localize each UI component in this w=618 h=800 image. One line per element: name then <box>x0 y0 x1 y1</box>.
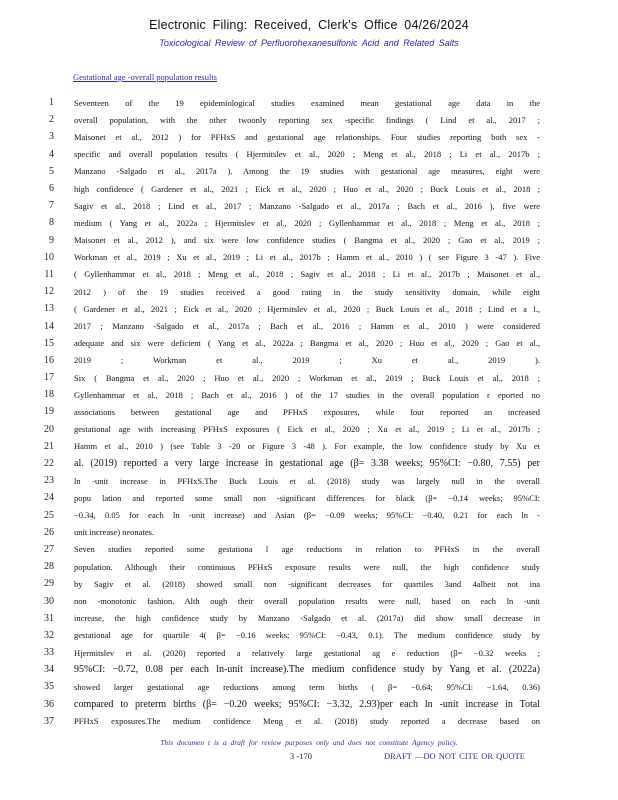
line-number: 31 <box>44 612 54 624</box>
text-line <box>0 128 618 145</box>
text-line <box>0 300 618 317</box>
line-text: high confidence ( Gardener et al., 2021 ; Eick et al., 2020 ; Huo et al., 2020 ; Buck Louis et al., 2018 ; <box>74 183 540 194</box>
line-number: 8 <box>49 217 54 229</box>
line-number: 25 <box>44 509 54 521</box>
text-line <box>0 696 618 713</box>
line-text: specific and overall population results ( Hjermitslev et al., 2020 ; Meng et al., 2018 ; Li et al., 2017b ; <box>74 149 540 160</box>
line-text: popu lation and reported some small non -significant differences for black (β= −0.14 weeks; 95%CI: <box>74 492 540 503</box>
text-line <box>0 678 618 695</box>
draft-notice: DRAFT —DO NOT CITE OR QUOTE <box>384 751 525 761</box>
text-line <box>0 455 618 472</box>
line-text: gestational age with increasing PFHxS exposures ( Eick et al., 2020 ; Xu et al., 2019 ; Li et al., 2017b ; <box>74 424 540 435</box>
line-number: 2 <box>49 114 54 126</box>
line-number: 32 <box>44 629 54 641</box>
line-number: 33 <box>44 647 54 659</box>
text-line <box>0 214 618 231</box>
line-text: PFHxS exposures.The medium confidence Meng et al. (2018) study reported a decrease based on <box>74 716 540 727</box>
line-number: 10 <box>44 251 54 263</box>
line-number: 4 <box>49 148 54 160</box>
text-line <box>0 558 618 575</box>
text-line <box>0 386 618 403</box>
line-number: 18 <box>44 389 54 401</box>
text-line <box>0 472 618 489</box>
line-text: adequate and six were deficient ( Yang et al., 2022a ; Bangma et al., 2020 ; Huo et al., 2020 ; Gao et al., <box>74 338 540 349</box>
line-text: Gyllenhammar et al., 2018 ; Bach et al., 2016 ) of the 17 studies in the overall population r eported no <box>74 389 540 400</box>
line-text: non -monotonic fashion. Alth ough their overall population results were null, based on each ln -unit <box>74 596 540 607</box>
line-text: ( Gyllenhammar et al., 2018 ; Meng et al., 2018 ; Sagiv et al., 2018 ; Li et al., 2017b ; Maisonet et al., <box>74 269 540 280</box>
text-line <box>0 541 618 558</box>
text-line <box>0 335 618 352</box>
line-number: 29 <box>44 578 54 590</box>
text-line <box>0 111 618 128</box>
line-text: 2019 ; Workman et al., 2019 ; Xu et al., 2019 ). <box>74 355 540 366</box>
text-line <box>0 180 618 197</box>
text-line <box>0 283 618 300</box>
line-text: 95%CI: −0.72, 0.08 per each ln-unit increase).The medium confidence study by Yang et al. (2022a) <box>74 664 540 676</box>
text-line <box>0 713 618 730</box>
line-text: associations between gestational age and PFHxS exposures, while four reported an increased <box>74 406 540 417</box>
line-number: 13 <box>44 303 54 315</box>
line-number: 21 <box>44 440 54 452</box>
line-number: 37 <box>44 715 54 727</box>
text-line <box>0 352 618 369</box>
text-line <box>0 438 618 455</box>
text-line <box>0 592 618 609</box>
line-text: increase, the high confidence study by Manzano -Salgado et al. (2017a) did show small decrease in <box>74 613 540 624</box>
line-text: Sagiv et al., 2018 ; Lind et al., 2017 ; Manzano -Salgado et al., 2017a ; Bach et al., 2016 ), five were <box>74 200 540 211</box>
line-text: Six ( Bangma et al., 2020 ; Huo et al., 2020 ; Workman et al., 2019 ; Buck Louis et al., 2018 ; <box>74 372 540 383</box>
line-text: unit increase) neonates. <box>74 527 155 538</box>
line-number: 17 <box>44 372 54 384</box>
text-line <box>0 94 618 111</box>
line-number: 11 <box>44 268 54 280</box>
numbered-text-body <box>0 94 618 730</box>
text-line <box>0 489 618 506</box>
line-number: 23 <box>44 475 54 487</box>
text-line <box>0 266 618 283</box>
text-line <box>0 146 618 163</box>
text-line <box>0 421 618 438</box>
line-text: ( Gardener et al., 2021 ; Eick et al., 2020 ; Hjermitslev et al., 2020 ; Buck Louis et al., 2018 ; Lind et a l., <box>74 303 540 314</box>
line-text: Manzano -Salgado et al., 2017a ). Among the 19 studies with gestational age measures, eight were <box>74 166 540 177</box>
line-number: 36 <box>44 698 54 710</box>
line-text: compared to preterm births (β= −0.20 weeks; 95%CI: −3.32, 2.93)per each ln -unit increase in Total <box>74 698 540 710</box>
document-title: Toxicological Review of Perfluorohexanesulfonic Acid and Related Salts <box>159 38 459 48</box>
line-number: 27 <box>44 543 54 555</box>
page-number: 3 -170 <box>290 751 312 761</box>
text-line <box>0 317 618 334</box>
line-number: 15 <box>44 337 54 349</box>
text-line <box>0 163 618 180</box>
line-text: Hamm et al., 2010 ) (see Table 3 -20 or Figure 3 -48 ). For example, the low confidence study by Xu et <box>74 441 540 452</box>
line-text: 2012 ) of the 19 studies received a good rating in the study sensitivity domain, while eight <box>74 286 540 297</box>
line-text: Maisonet et al., 2012 ) for PFHxS and gestational age relationships. Four studies reporting both sex - <box>74 131 540 142</box>
section-heading: Gestational age -overall population results <box>73 72 217 82</box>
line-number: 5 <box>49 165 54 177</box>
text-line <box>0 369 618 386</box>
line-number: 12 <box>44 286 54 298</box>
line-number: 35 <box>44 681 54 693</box>
text-line <box>0 249 618 266</box>
text-line <box>0 610 618 627</box>
line-text: overall population, with the other twoonly reporting sex -specific findings ( Lind et al., 2017 ; <box>74 114 540 125</box>
text-line <box>0 507 618 524</box>
line-number: 14 <box>44 320 54 332</box>
text-line <box>0 644 618 661</box>
line-text: gestational age for quartile 4( β= −0.16 weeks; 95%CI: −0.43, 0.1). The medium confidence study by <box>74 630 540 641</box>
line-text: ln -unit increase in PFHxS.The Buck Louis et al. (2018) study was largely null in the overall <box>74 475 540 486</box>
line-text: Seven studies reported some gestationa l age reductions in relation to PFHxS in the overall <box>74 544 540 555</box>
text-line <box>0 627 618 644</box>
line-text: by Sagiv et al. (2018) showed small non -significant decreases for quartiles 3and 4albeit not ina <box>74 578 540 589</box>
line-number: 1 <box>49 97 54 109</box>
text-line <box>0 232 618 249</box>
line-number: 34 <box>44 664 54 676</box>
draft-disclaimer: This documen t is a draft for review purposes only and does not constitute Agency policy. <box>160 738 458 747</box>
line-text: Hjermitslev et al. (2020) reported a relatively large gestational ag e reduction (β= −0.32 weeks ; <box>74 647 540 658</box>
text-line <box>0 403 618 420</box>
line-number: 28 <box>44 561 54 573</box>
text-line <box>0 524 618 541</box>
line-number: 30 <box>44 595 54 607</box>
line-text: al. (2019) reported a very large increase in gestational age (β= 3.38 weeks; 95%CI: −0.80, 7.55) per <box>74 458 540 470</box>
line-number: 26 <box>44 526 54 538</box>
line-number: 22 <box>44 458 54 470</box>
line-number: 24 <box>44 492 54 504</box>
line-text: Workman et al., 2019 ; Xu et al., 2019 ; Li et al., 2017b ; Hamm et al., 2010 ) ( see Figure 3 -47 ). Five <box>74 252 540 263</box>
line-number: 19 <box>44 406 54 418</box>
line-number: 7 <box>49 200 54 212</box>
line-number: 16 <box>44 354 54 366</box>
line-text: Maisonet et al., 2012 ), and six were low confidence studies ( Bangma et al., 2020 ; Gao et al., 2019 ; <box>74 235 540 246</box>
line-number: 3 <box>49 131 54 143</box>
line-number: 6 <box>49 183 54 195</box>
line-text: −0.34, 0.05 for each ln -unit increase) and Asian (β= −0.09 weeks; 95%CI: −0.40, 0.21 for each ln - <box>74 510 540 521</box>
text-line <box>0 661 618 678</box>
line-text: Seventeen of the 19 epidemiological studies examined mean gestational age data in the <box>74 97 540 108</box>
line-number: 9 <box>49 234 54 246</box>
text-line <box>0 575 618 592</box>
line-number: 20 <box>44 423 54 435</box>
text-line <box>0 197 618 214</box>
line-text: showed larger gestational age reductions among term births ( β= −0.64; 95%CI: −1.64, 0.36) <box>74 681 540 692</box>
line-text: 2017 ; Manzano -Salgado et al., 2017a ; Bach et al., 2016 ; Hamm et al., 2010 ) were considered <box>74 321 540 332</box>
filing-header: Electronic Filing: Received, Clerk's Office 04/26/2024 <box>149 18 469 32</box>
line-text: medium ( Yang et al., 2022a ; Hjermitslev et al., 2020 ; Gyllenhammar et al., 2018 ; Meng et al., 2018 ; <box>74 217 540 228</box>
line-text: population. Although their continuous PFHxS exposure results were null, the high confidence study <box>74 561 540 572</box>
